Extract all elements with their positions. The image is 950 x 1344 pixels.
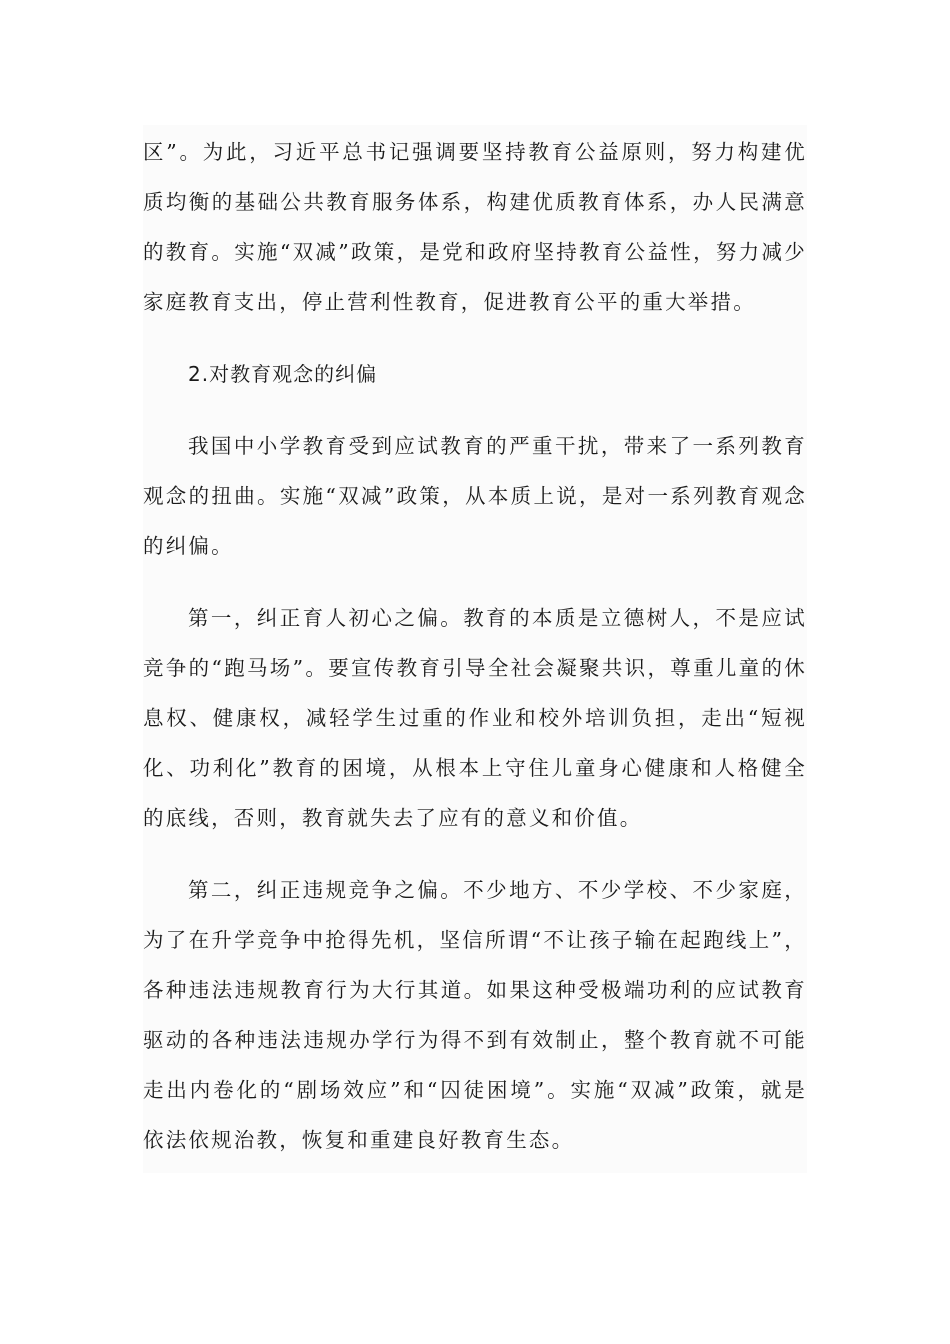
- paragraph-spacer: [143, 327, 807, 349]
- paragraph-point-one: 第一，纠正育人初心之偏。教育的本质是立德树人，不是应试竞争的“跑马场”。要宣传教育引导全社会凝聚共识，尊重儿童的休息权、健康权，减轻学生过重的作业和校外培训负担，走出“短视化、功利化”教育的困境，从根本上守住儿童身心健康和人格健全的底线，否则，教育就失去了应有的意义和价值。: [143, 606, 807, 830]
- paragraph-point-two: 第二，纠正违规竞争之偏。不少地方、不少学校、不少家庭，为了在升学竞争中抢得先机，坚信所谓“不让孩子输在起跑线上”，各种违法违规教育行为大行其道。如果这种受极端功利的应试教育驱动的各种违法违规办学行为得不到有效制止，整个教育就不可能走出内卷化的“剧场效应”和“囚徒困境”。实施“双减”政策，就是依法依规治教，恢复和重建良好教育生态。: [143, 878, 807, 1152]
- paragraph-spacer: [143, 571, 807, 593]
- paragraph-continuation: 区”。为此，习近平总书记强调要坚持教育公益原则，努力构建优质均衡的基础公共教育服务体系，构建优质教育体系，办人民满意的教育。实施“双减”政策，是党和政府坚持教育公益性，努力减少家庭教育支出，停止营利性教育，促进教育公平的重大举措。: [143, 140, 807, 314]
- document-body: [143, 125, 807, 1173]
- section-heading: 2.对教育观念的纠偏: [188, 362, 378, 386]
- paragraph-spacer: [143, 843, 807, 865]
- paragraph-intro: 我国中小学教育受到应试教育的严重干扰，带来了一系列教育观念的扭曲。实施“双减”政策，从本质上说，是对一系列教育观念的纠偏。: [143, 434, 807, 558]
- paragraph-spacer: [143, 399, 807, 421]
